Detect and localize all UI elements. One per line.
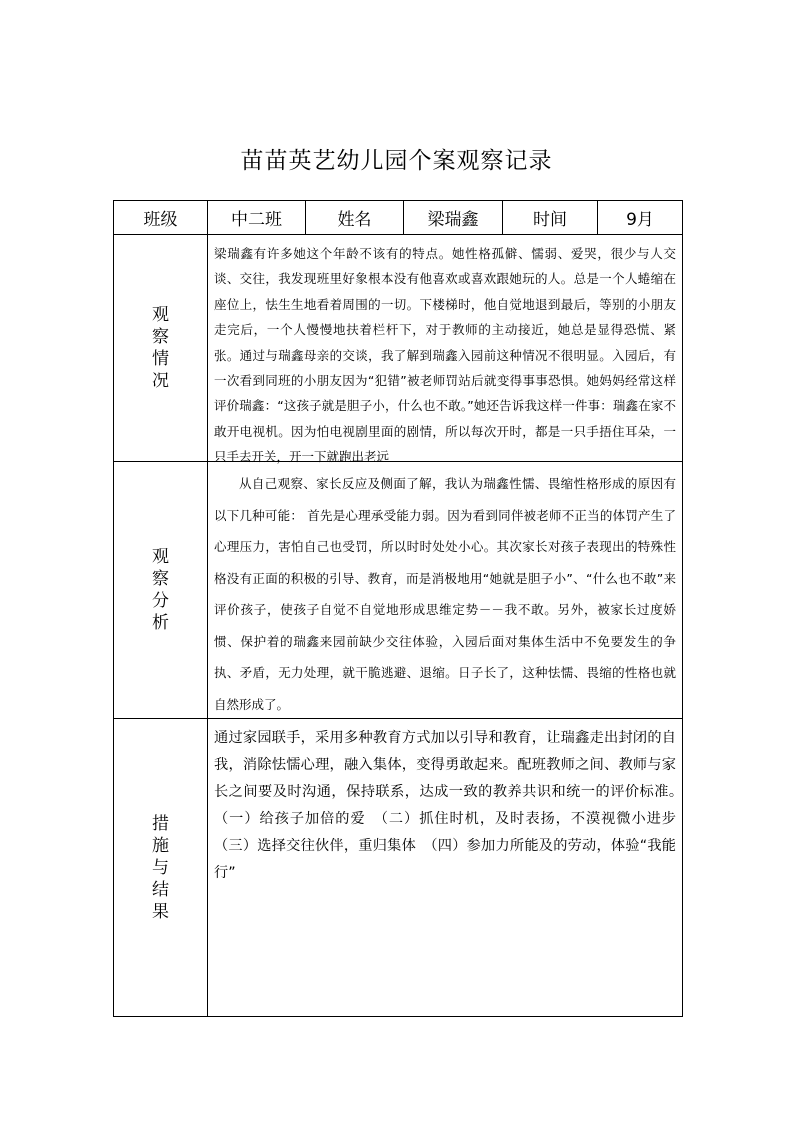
class-value: 中二班 (208, 201, 306, 235)
observation-row (114, 235, 683, 462)
measures-row (114, 719, 683, 1017)
observation-record-table (113, 200, 691, 1017)
class-label: 班级 (114, 201, 208, 235)
analysis-text: 从自己观察、家长反应及侧面了解，我认为瑞鑫性懦、畏缩性格形成的原因有以下几种可能： 首先是心理承受能力弱。因为看到同伴被老师不正当的体罚产生了心理压力，害怕自己也受罚，所以时时处处小心。其次家长对孩子表现出的特殊性格没有正面的积极的引导、教育，而是消极地用“她就是胆子小”、“什么也不敢”来评价孩子，使孩子自觉不自觉地形成思维定势－－我不敢。另外，被家长过度娇惯、保护着的瑞鑫来园前缺少交往体验，入园后面对集体生活中不免要发生的争执、矛盾，无力处理，就干脆逃避、退缩。日子长了，这种怯懦、畏缩的性格也就自然形成了。 (214, 476, 676, 712)
measures-label: 措 施 与 结 果 (114, 719, 208, 1017)
observation-content-cell (208, 235, 683, 465)
document-title: 苗苗英艺幼儿园个案观察记录 (240, 148, 553, 174)
name-label: 姓名 (306, 201, 404, 235)
measures-text: 通过家园联手，采用多种教育方式加以引导和教育，让瑞鑫走出封闭的自我，消除怯懦心理，融入集体，变得勇敢起来。配班教师之间、教师与家长之间要及时沟通，保持联系，达成一致的教养共识和统一的评价标准。 （一）给孩子加倍的爱 （二）抓住时机，及时表扬，不漠视微小进步 （三）选择交往伙伴，重归集体 （四）参加力所能及的劳动，体验“我能行” (214, 730, 691, 881)
analysis-row (114, 462, 683, 719)
header-row (114, 201, 683, 235)
name-value: 梁瑞鑫 (404, 201, 503, 235)
observation-text: 梁瑞鑫有许多她这个年龄不该有的特点。她性格孤僻、懦弱、爱哭，很少与人交谈、交往，我发现班里好象根本没有他喜欢或喜欢跟她玩的人。总是一个人蜷缩在座位上，怯生生地看着周围的一切。下楼梯时，他自觉地退到最后，等别的小朋友走完后，一个人慢慢地扶着栏杆下，对于教师的主动接近，她总是显得恐慌、紧张。通过与瑞鑫母亲的交谈，我了解到瑞鑫入园前这种情况不很明显。入园后，有一次看到同班的小朋友因为“犯错”被老师罚站后就变得事事恐惧。她妈妈经常这样评价瑞鑫：“这孩子就是胆子小，什么也不敢。”她还告诉我这样一件事：瑞鑫在家不敢开电视机。因为怕电视剧里面的剧情，所以每次开时，都是一只手捂住耳朵，一只手去开关，开一下就跑出老远 (214, 246, 676, 465)
observation-label: 观 察 情 况 (114, 235, 208, 462)
time-value: 9月 (598, 201, 683, 235)
measures-content-cell (208, 719, 691, 1017)
analysis-label: 观 察 分 析 (114, 462, 208, 719)
time-label: 时间 (503, 201, 598, 235)
analysis-content-cell (208, 462, 683, 719)
